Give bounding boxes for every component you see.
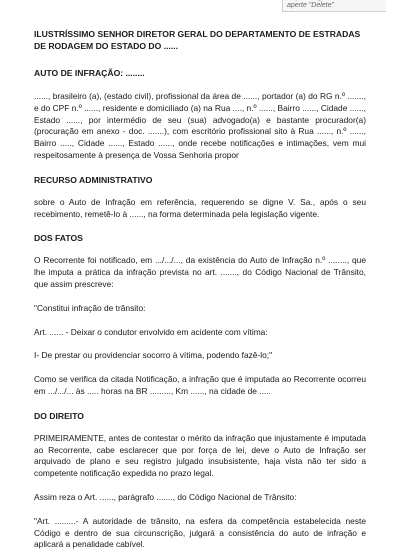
fatos-paragraph-2: Como se verifica da citada Notificação, a infração que é imputada ao Recorrente ocorreu em .../.../... às ..... horas na BR ........., Km ......, na cidade de ..... — [34, 374, 366, 396]
quote-line-1: "Constitui infração de trânsito: — [34, 302, 146, 313]
section-title-fatos: DOS FATOS — [34, 233, 83, 244]
instruction-note: aperte "Delete" — [282, 0, 386, 12]
direito-paragraph-1: PRIMEIRAMENTE, antes de contestar o mérito da infração que injustamente é imputada ao Recorrente, cabe esclarecer que por força de lei, deve o Auto de Infração ser arquivado de plano e seu registro julgado insubsistente, haja vista não ter sido a competente notificação expedida no prazo legal. — [34, 432, 366, 479]
direito-paragraph-3: "Art. .........- A autoridade de trânsito, na esfera da competência estabelecida neste Código e dentro de sua circunscrição, julgará a consistência do auto de infração e aplicará a penalidade cabível. — [34, 515, 366, 550]
document-heading: ILUSTRÍSSIMO SENHOR DIRETOR GERAL DO DEPARTAMENTO DE ESTRADAS DE RODAGEM DO ESTADO DO ...... — [34, 29, 361, 51]
direito-paragraph-2: Assim reza o Art. ......, parágrafo ......., do Código Nacional de Trânsito: — [34, 491, 297, 502]
document-page — [34, 0, 366, 551]
section-title-direito: DO DIREITO — [34, 410, 84, 421]
quote-line-2: Art. ...... - Deixar o condutor envolvido em acidente com vítima: — [34, 326, 268, 337]
section-title-recurso: RECURSO ADMINISTRATIVO — [34, 174, 153, 185]
recurso-paragraph: sobre o Auto de Infração em referência, requerendo se digne V. Sa., após o seu recebimento, remetê-lo à ......, na forma determinada pela legislação vigente. — [34, 196, 366, 219]
fatos-paragraph-1: O Recorrente foi notificado, em .../.../..., da existência do Auto de Infração n.º ........, que lhe imputa a prática da infração prevista no art. ......., do Código Nacional de Trânsito, que assim prescreve: — [34, 255, 366, 289]
quote-line-3: I- De prestar ou providenciar socorro à vítima, podendo fazê-lo;" — [34, 350, 273, 361]
intro-paragraph: ......, brasileiro (a), (estado civil), profissional da área de ......, portador (a) do RG n.º ......., e do CPF n.º ......, residente e domiciliado (a) na Rua ...., n.º ......, Bairro ......, Cidade ......, Estado ......, por intermédio de seu (sua) advogado(a) e bastante procurador(a) (procuração em anexo - doc. .......), com escritório profissional sito à Rua ......, n.º ......, Bairro ....., Cidade ......, Estado ......, onde recebe notificações e intimações, vem mui respeitosamente à presença de Vossa Senhoria propor — [34, 91, 366, 160]
auto-infracao-line: AUTO DE INFRAÇÃO: ........ — [34, 68, 145, 78]
